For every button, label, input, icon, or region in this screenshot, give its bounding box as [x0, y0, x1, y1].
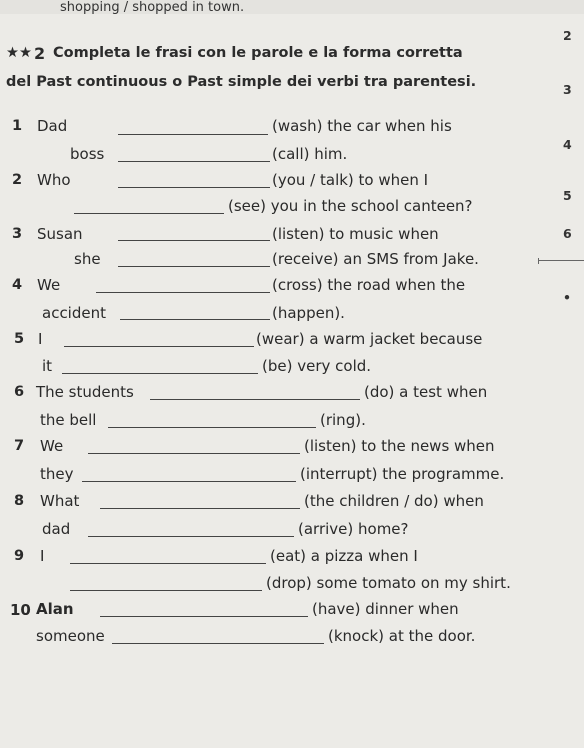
- item-number: 2: [12, 172, 23, 188]
- answer-blank[interactable]: [62, 373, 258, 374]
- item-number: 3: [12, 226, 23, 242]
- margin-number: 2: [563, 28, 572, 43]
- item-prefix: they: [40, 465, 74, 483]
- item-number: 6: [14, 384, 25, 400]
- item-verb-cue: (do) a test when: [364, 383, 488, 401]
- item-prefix: dad: [42, 520, 71, 538]
- answer-blank[interactable]: [118, 187, 270, 188]
- item-verb-cue: (interrupt) the programme.: [300, 465, 505, 483]
- margin-number: 3: [563, 82, 572, 97]
- margin-divider-tick: [538, 258, 539, 264]
- answer-blank[interactable]: [96, 292, 270, 293]
- item-number: 9: [14, 548, 25, 564]
- item-verb-cue: (wash) the car when his: [272, 117, 452, 135]
- item-prefix: she: [74, 250, 101, 268]
- item-verb-cue: (call) him.: [272, 145, 348, 163]
- answer-blank[interactable]: [88, 453, 300, 454]
- answer-blank[interactable]: [100, 616, 308, 617]
- item-verb-cue: (receive) an SMS from Jake.: [272, 250, 479, 268]
- answer-blank[interactable]: [118, 161, 270, 162]
- item-verb-cue: (drop) some tomato on my shirt.: [266, 574, 511, 592]
- item-verb-cue: (cross) the road when the: [272, 276, 466, 294]
- item-prefix: Susan: [37, 225, 83, 243]
- item-verb-cue: (eat) a pizza when I: [270, 547, 418, 565]
- margin-number: 5: [563, 188, 572, 203]
- item-prefix: I: [38, 330, 43, 348]
- answer-blank[interactable]: [82, 481, 296, 482]
- answer-blank[interactable]: [100, 508, 300, 509]
- item-prefix: Alan: [36, 600, 74, 618]
- item-verb-cue: (happen).: [272, 304, 345, 322]
- answer-blank[interactable]: [74, 213, 224, 214]
- item-verb-cue: (wear) a warm jacket because: [256, 330, 483, 348]
- margin-bullet: •: [563, 290, 571, 305]
- margin-number: 4: [563, 137, 572, 152]
- exercise-number: 2: [34, 44, 46, 63]
- margin-number: 6: [563, 226, 572, 241]
- item-verb-cue: (ring).: [320, 411, 366, 429]
- answer-blank[interactable]: [108, 427, 316, 428]
- item-verb-cue: (you / talk) to when I: [272, 171, 429, 189]
- item-prefix: someone: [36, 627, 105, 645]
- item-verb-cue: (listen) to music when: [272, 225, 439, 243]
- item-prefix: it: [42, 357, 53, 375]
- item-verb-cue: (have) dinner when: [312, 600, 459, 618]
- item-prefix: The students: [36, 383, 134, 401]
- answer-blank[interactable]: [70, 590, 262, 591]
- answer-blank[interactable]: [118, 266, 270, 267]
- exercise-stars: ★★: [6, 45, 32, 61]
- answer-blank[interactable]: [112, 643, 324, 644]
- answer-blank[interactable]: [120, 319, 270, 320]
- instruction-line-2: del Past continuous o Past simple dei verbi tra parentesi.: [6, 74, 477, 90]
- item-prefix: accident: [42, 304, 106, 322]
- item-verb-cue: (be) very cold.: [262, 357, 372, 375]
- item-prefix: the bell: [40, 411, 97, 429]
- item-number: 5: [14, 331, 25, 347]
- item-number: 7: [14, 438, 25, 454]
- answer-blank[interactable]: [118, 240, 270, 241]
- answer-blank[interactable]: [64, 346, 254, 347]
- item-verb-cue: (knock) at the door.: [328, 627, 476, 645]
- item-prefix: boss: [70, 145, 105, 163]
- item-verb-cue: (arrive) home?: [298, 520, 409, 538]
- item-verb-cue: (see) you in the school canteen?: [228, 197, 473, 215]
- instruction-line-1: Completa le frasi con le parole e la forma corretta: [53, 45, 463, 61]
- item-number: 10: [10, 601, 31, 619]
- item-prefix: Dad: [37, 117, 68, 135]
- item-prefix: We: [40, 437, 64, 455]
- item-number: 1: [12, 118, 23, 134]
- item-number: 4: [12, 277, 23, 293]
- item-number: 8: [14, 493, 25, 509]
- item-verb-cue: (listen) to the news when: [304, 437, 495, 455]
- answer-blank[interactable]: [70, 563, 266, 564]
- margin-divider: [538, 260, 584, 261]
- item-prefix: Who: [37, 171, 71, 189]
- item-verb-cue: (the children / do) when: [304, 492, 484, 510]
- answer-blank[interactable]: [88, 536, 294, 537]
- answer-blank[interactable]: [150, 399, 360, 400]
- previous-exercise-fragment: shopping / shopped in town.: [60, 0, 245, 15]
- answer-blank[interactable]: [118, 134, 268, 135]
- item-prefix: What: [40, 492, 80, 510]
- item-prefix: I: [40, 547, 45, 565]
- item-prefix: We: [37, 276, 61, 294]
